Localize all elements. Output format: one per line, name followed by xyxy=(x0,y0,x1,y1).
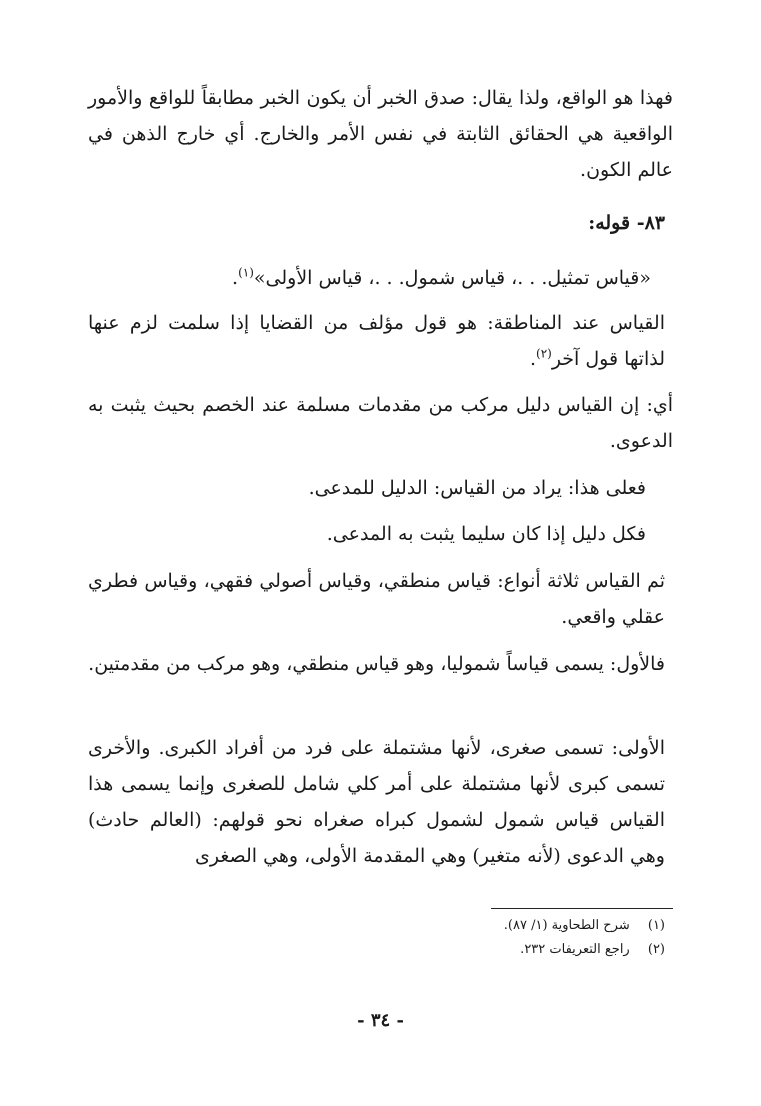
definition-period: . xyxy=(529,348,536,370)
quote-text: «قياس تمثيل. . .، قياس شمول. . .، قياس الأولى» xyxy=(253,267,651,289)
footnote-ref-1: (١) xyxy=(238,265,254,280)
footnote-number: (١) xyxy=(647,918,665,933)
definition-paragraph xyxy=(88,305,665,377)
explanation-paragraph: أي: إن القياس دليل مركب من مقدمات مسلمة عند الخصم بحيث يثبت به الدعوى. xyxy=(88,394,673,452)
footnote-text: شرح الطحاوية (١/ ٨٧). xyxy=(503,918,630,933)
footnotes-list xyxy=(300,914,665,962)
footnote-item xyxy=(300,914,665,938)
definition-text: القياس عند المناطقة: هو قول مؤلف من القضايا إذا سلمت لزم عنها لذاتها قول آخر xyxy=(88,312,665,370)
page-number: - ٣٤ - xyxy=(357,1010,404,1031)
quote-period: . xyxy=(232,267,239,289)
intro-paragraph: فهذا هو الواقع، ولذا يقال: صدق الخبر أن يكون الخبر مطابقاً للواقع والأمور الواقعية هي الحقائق الثابتة في نفس الأمر والخارج. أي خارج الذهن في عالم الكون. xyxy=(88,87,673,181)
consequence-paragraph: فعلى هذا: يراد من القياس: الدليل للمدعى. xyxy=(308,477,646,499)
footnote-ref-2: (٢) xyxy=(536,346,552,361)
footnote-item xyxy=(300,938,665,962)
evidence-paragraph: فكل دليل إذا كان سليما يثبت به المدعى. xyxy=(326,523,646,545)
footnote-divider xyxy=(491,908,673,909)
section-heading: ٨٣- قوله: xyxy=(588,212,665,234)
quoted-text xyxy=(88,260,651,296)
types-paragraph: ثم القياس ثلاثة أنواع: قياس منطقي، وقياس أصولي فقهي، وقياس فطري عقلي واقعي. xyxy=(88,570,665,628)
first-type-paragraph: فالأول: يسمى قياساً شموليا، وهو قياس منطقي، وهو مركب من مقدمتين. xyxy=(88,653,665,675)
premises-paragraph: الأولى: تسمى صغرى، لأنها مشتملة على فرد من أفراد الكبرى. والأخرى تسمى كبرى لأنها مشتملة على أمر كلي شامل للصغرى وإنما يسمى هذا القياس قياس شمول لشمول كبراه صغراه نحو قولهم: (العالم حادث) وهي الدعوى (لأنه متغير) وهي المقدمة الأولى، وهي الصغرى xyxy=(88,737,665,867)
footnote-number: (٢) xyxy=(647,942,665,957)
footnote-text: راجع التعريفات ٢٣٢. xyxy=(520,942,630,957)
